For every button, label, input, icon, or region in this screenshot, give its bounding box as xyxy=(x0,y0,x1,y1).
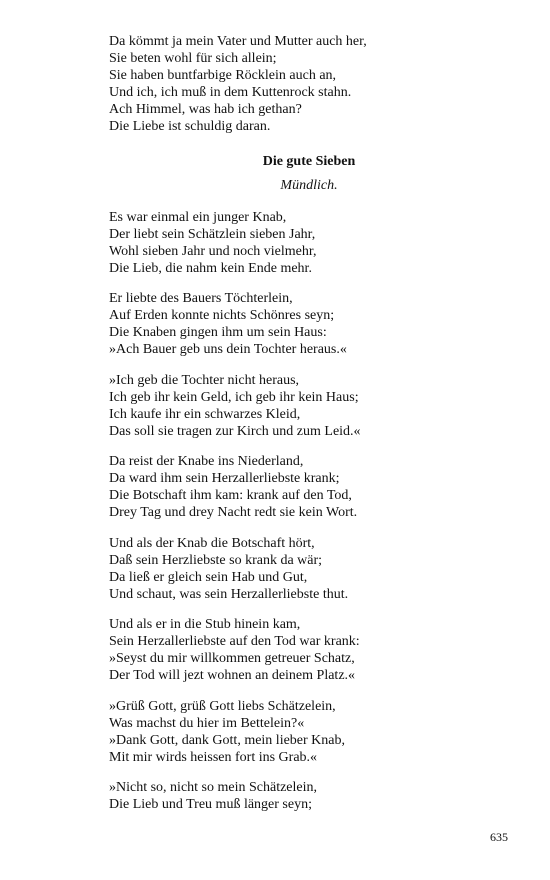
page-number: 635 xyxy=(490,830,508,844)
verse-line: »Seyst du mir willkommen getreuer Schatz, xyxy=(109,651,355,666)
verse-line: »Grüß Gott, grüß Gott liebs Schätzelein, xyxy=(109,699,336,714)
poem-source: Mündlich. xyxy=(280,178,338,193)
verse-line: Da kömmt ja mein Vater und Mutter auch her, xyxy=(109,34,367,49)
verse-line: Die Lieb und Treu muß länger seyn; xyxy=(109,797,312,812)
poem-title: Die gute Sieben xyxy=(262,154,356,169)
verse-line: Da ließ er gleich sein Hab und Gut, xyxy=(109,570,308,585)
verse-line: Sein Herzallerliebste auf den Tod war krank: xyxy=(109,634,360,649)
verse-line: Und als er in die Stub hinein kam, xyxy=(109,617,301,632)
verse-line: Sie beten wohl für sich allein; xyxy=(109,51,277,66)
verse-line: Er liebte des Bauers Töchterlein, xyxy=(109,291,293,306)
verse-line: »Ach Bauer geb uns dein Tochter heraus.« xyxy=(109,342,347,357)
verse-line: »Nicht so, nicht so mein Schätzelein, xyxy=(109,780,318,795)
verse-line: Mit mir wirds heissen fort ins Grab.« xyxy=(109,750,318,765)
verse-line: Ich geb ihr kein Geld, ich geb ihr kein Haus; xyxy=(109,390,359,405)
verse-line: Wohl sieben Jahr und noch vielmehr, xyxy=(109,244,317,259)
verse-line: Daß sein Herzliebste so krank da wär; xyxy=(109,553,323,568)
verse-line: Da ward ihm sein Herzallerliebste krank; xyxy=(109,471,340,486)
poem-heading xyxy=(109,153,509,195)
stanza-7 xyxy=(109,698,509,766)
verse-line: Es war einmal ein junger Knab, xyxy=(109,210,287,225)
verse-line: Und schaut, was sein Herzallerliebste thut. xyxy=(109,587,349,602)
verse-line: »Dank Gott, dank Gott, mein lieber Knab, xyxy=(109,733,346,748)
verse-line: Der liebt sein Schätzlein sieben Jahr, xyxy=(109,227,316,242)
verse-line: Die Knaben gingen ihm um sein Haus: xyxy=(109,325,327,340)
verse-line: Da reist der Knabe ins Niederland, xyxy=(109,454,304,469)
stanza-4 xyxy=(109,453,509,521)
stanza-5 xyxy=(109,535,509,603)
verse-line: Die Botschaft ihm kam: krank auf den Tod, xyxy=(109,488,352,503)
verse-line: Drey Tag und drey Nacht redt sie kein Wort. xyxy=(109,505,358,520)
verse-line: Sie haben buntfarbige Röcklein auch an, xyxy=(109,68,337,83)
verse-line: Ach Himmel, was hab ich gethan? xyxy=(109,102,302,117)
verse-line: Auf Erden konnte nichts Schönres seyn; xyxy=(109,308,335,323)
verse-line: Das soll sie tragen zur Kirch und zum Leid.« xyxy=(109,424,361,439)
verse-line: Und ich, ich muß in dem Kuttenrock stahn. xyxy=(109,85,352,100)
verse-line: Die Liebe ist schuldig daran. xyxy=(109,119,271,134)
verse-line: Ich kaufe ihr ein schwarzes Kleid, xyxy=(109,407,301,422)
verse-line: »Ich geb die Tochter nicht heraus, xyxy=(109,373,300,388)
stanza-1 xyxy=(109,209,509,277)
verse-line: Die Lieb, die nahm kein Ende mehr. xyxy=(109,261,312,276)
stanza-2 xyxy=(109,290,509,358)
verse-line: Der Tod will jezt wohnen an deinem Platz.« xyxy=(109,668,356,683)
verse-line: Was machst du hier im Bettelein?« xyxy=(109,716,305,731)
stanza-3 xyxy=(109,372,509,440)
stanza-8 xyxy=(109,779,509,813)
stanza-6 xyxy=(109,616,509,684)
intro-stanza xyxy=(109,33,509,135)
verse-line: Und als der Knab die Botschaft hört, xyxy=(109,536,315,551)
